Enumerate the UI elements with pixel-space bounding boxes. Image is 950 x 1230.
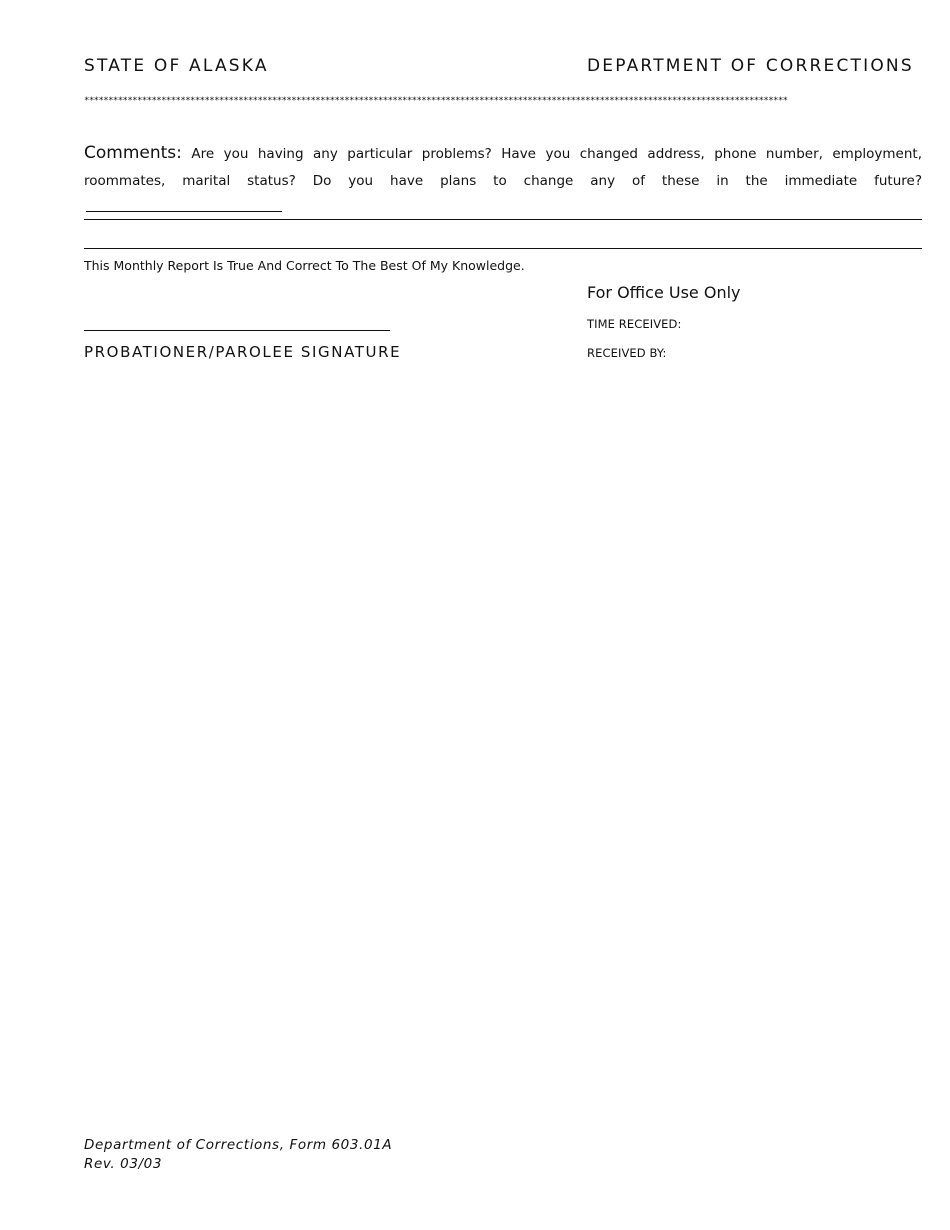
department-name: DEPARTMENT OF CORRECTIONS <box>587 56 914 76</box>
comments-question-text: Are you having any particular problems? Have you changed address, phone number, employment, roommates, marital status? Do you have plans to change any of these in the immediate future? <box>84 146 922 189</box>
state-name: STATE OF ALASKA <box>84 56 269 76</box>
comments-label: Comments: <box>84 143 182 163</box>
comments-answer-line[interactable] <box>86 197 282 212</box>
time-received-label: TIME RECEIVED: <box>587 317 682 331</box>
footer-form-number: Department of Corrections, Form 603.01A <box>84 1137 393 1153</box>
signature-label: PROBATIONER/PAROLEE SIGNATURE <box>84 343 402 361</box>
received-by-label: RECEIVED BY: <box>587 346 667 360</box>
signature-line[interactable] <box>84 330 390 331</box>
footer-revision: Rev. 03/03 <box>84 1156 163 1172</box>
asterisk-divider: ************************************************************************************************************************************************** <box>84 96 788 106</box>
comments-answer-line-2[interactable] <box>84 219 922 220</box>
comments-answer-line-3[interactable] <box>84 248 922 249</box>
comments-section <box>84 140 922 222</box>
certification-statement: This Monthly Report Is True And Correct To The Best Of My Knowledge. <box>84 258 525 273</box>
office-use-title: For Office Use Only <box>587 283 741 302</box>
